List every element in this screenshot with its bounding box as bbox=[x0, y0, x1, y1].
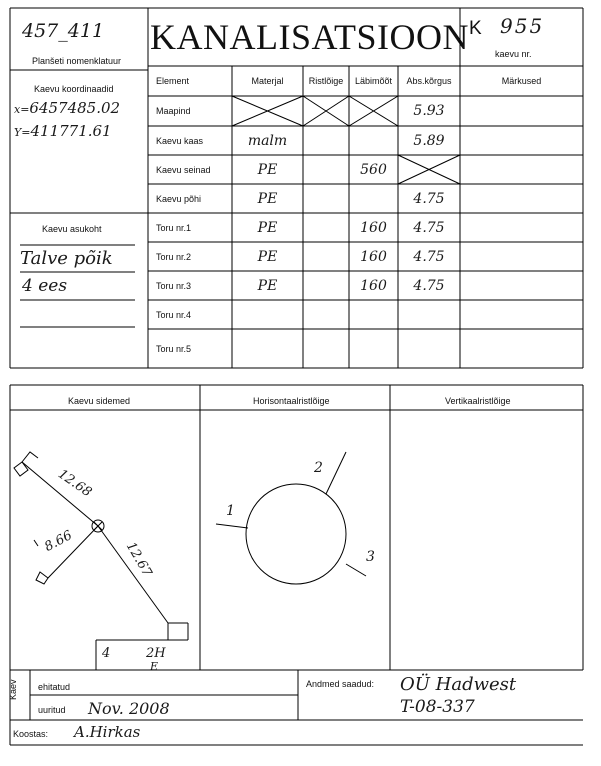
house-number-right: 2H bbox=[146, 646, 166, 661]
house-number-left: 4 bbox=[102, 646, 111, 661]
row-diameter: 160 bbox=[360, 248, 387, 265]
location-line1: Talve põik bbox=[20, 248, 113, 269]
header-abs-height: Abs.kõrgus bbox=[406, 76, 452, 86]
row-abs-height: 5.89 bbox=[413, 132, 445, 149]
row-cross-section bbox=[307, 96, 345, 126]
y-coordinate bbox=[14, 122, 112, 140]
row-element: Kaevu kaas bbox=[156, 135, 204, 146]
compiled-value: A.Hirkas bbox=[74, 723, 141, 741]
house-subscript: E bbox=[150, 660, 159, 673]
well-side-label: Kaev bbox=[8, 679, 18, 700]
compiled-label: Koostas: bbox=[13, 729, 49, 739]
row-diameter bbox=[353, 329, 394, 368]
row-element: Kaevu põhi bbox=[156, 193, 202, 204]
header-notes: Märkused bbox=[501, 76, 542, 86]
row-abs-height: 5.93 bbox=[413, 103, 445, 119]
well-label: kaevu nr. bbox=[495, 49, 532, 59]
surveyed-value: Nov. 2008 bbox=[88, 699, 170, 718]
row-element: Toru nr.1 bbox=[156, 222, 192, 233]
row-abs-height bbox=[402, 329, 456, 368]
row-material bbox=[236, 96, 299, 126]
pipe-label-2: 2 bbox=[314, 460, 323, 476]
data-source-label: Andmed saadud: bbox=[306, 679, 375, 689]
row-diameter: 160 bbox=[360, 219, 387, 236]
row-material: PE bbox=[257, 219, 278, 236]
pipe-label-3: 3 bbox=[366, 549, 375, 565]
row-abs-height bbox=[402, 300, 456, 329]
horizontal-heading: Horisontaalristlõige bbox=[253, 396, 330, 406]
sheet-number: 457_411 bbox=[22, 20, 105, 42]
x-value: 6457485.02 bbox=[29, 99, 121, 117]
header-element: Element bbox=[156, 76, 190, 86]
row-material bbox=[236, 300, 299, 329]
header-material: Materjal bbox=[251, 76, 284, 86]
row-material bbox=[236, 329, 299, 368]
header-cross-section: Ristlõige bbox=[308, 76, 344, 86]
row-element: Toru nr.5 bbox=[156, 343, 192, 354]
row-material: PE bbox=[257, 161, 278, 178]
sheet-label: Planšeti nomenklatuur bbox=[32, 56, 122, 66]
row-element: Toru nr.4 bbox=[156, 309, 192, 320]
row-cross-section bbox=[307, 242, 345, 271]
row-diameter: 560 bbox=[360, 161, 387, 178]
row-cross-section bbox=[307, 184, 345, 213]
y-value: 411771.61 bbox=[30, 122, 112, 140]
distance-label-1: 12.68 bbox=[55, 466, 95, 501]
x-coordinate bbox=[14, 99, 120, 117]
row-abs-height: 4.75 bbox=[413, 248, 445, 265]
row-cross-section bbox=[307, 300, 345, 329]
y-prefix: Y= bbox=[14, 126, 31, 139]
row-cross-section bbox=[307, 329, 345, 368]
row-material: PE bbox=[257, 277, 278, 294]
page-title: KANALISATSIOON bbox=[150, 17, 469, 57]
row-cross-section bbox=[307, 155, 345, 184]
well-prefix: K bbox=[469, 18, 482, 39]
row-abs-height bbox=[402, 155, 456, 184]
row-diameter bbox=[353, 126, 394, 155]
row-cross-section bbox=[307, 126, 345, 155]
x-prefix: x= bbox=[14, 103, 30, 116]
row-abs-height: 4.75 bbox=[413, 219, 445, 236]
row-diameter bbox=[353, 96, 394, 126]
ties-heading: Kaevu sidemed bbox=[68, 396, 131, 406]
distance-label-2: 12.67 bbox=[122, 539, 155, 580]
built-label: ehitatud bbox=[38, 682, 71, 692]
well-number: 955 bbox=[500, 14, 545, 38]
row-element: Kaevu seinad bbox=[156, 164, 211, 175]
distance-label-3: 8.66 bbox=[42, 528, 75, 555]
coords-label: Kaevu koordinaadid bbox=[34, 84, 114, 94]
row-diameter: 160 bbox=[360, 277, 387, 294]
row-material: PE bbox=[257, 190, 278, 207]
pipe-label-1: 1 bbox=[226, 503, 235, 519]
row-diameter bbox=[353, 300, 394, 329]
row-material: malm bbox=[247, 132, 288, 149]
data-source-value-2: T-08-337 bbox=[400, 697, 475, 717]
row-element: Toru nr.3 bbox=[156, 280, 192, 291]
row-diameter bbox=[353, 184, 394, 213]
surveyed-label: uuritud bbox=[38, 705, 66, 715]
row-element: Maapind bbox=[156, 106, 191, 116]
row-element: Toru nr.2 bbox=[156, 251, 192, 262]
row-abs-height: 4.75 bbox=[413, 277, 445, 294]
location-label: Kaevu asukoht bbox=[42, 224, 102, 234]
row-material: PE bbox=[257, 248, 278, 265]
row-cross-section bbox=[307, 213, 345, 242]
row-cross-section bbox=[307, 271, 345, 300]
header-diameter: Läbimõõt bbox=[354, 76, 393, 86]
data-source-value-1: OÜ Hadwest bbox=[400, 674, 517, 695]
row-abs-height: 4.75 bbox=[413, 190, 445, 207]
vertical-heading: Vertikaalristlõige bbox=[445, 396, 511, 406]
location-line2: 4 ees bbox=[22, 276, 68, 296]
